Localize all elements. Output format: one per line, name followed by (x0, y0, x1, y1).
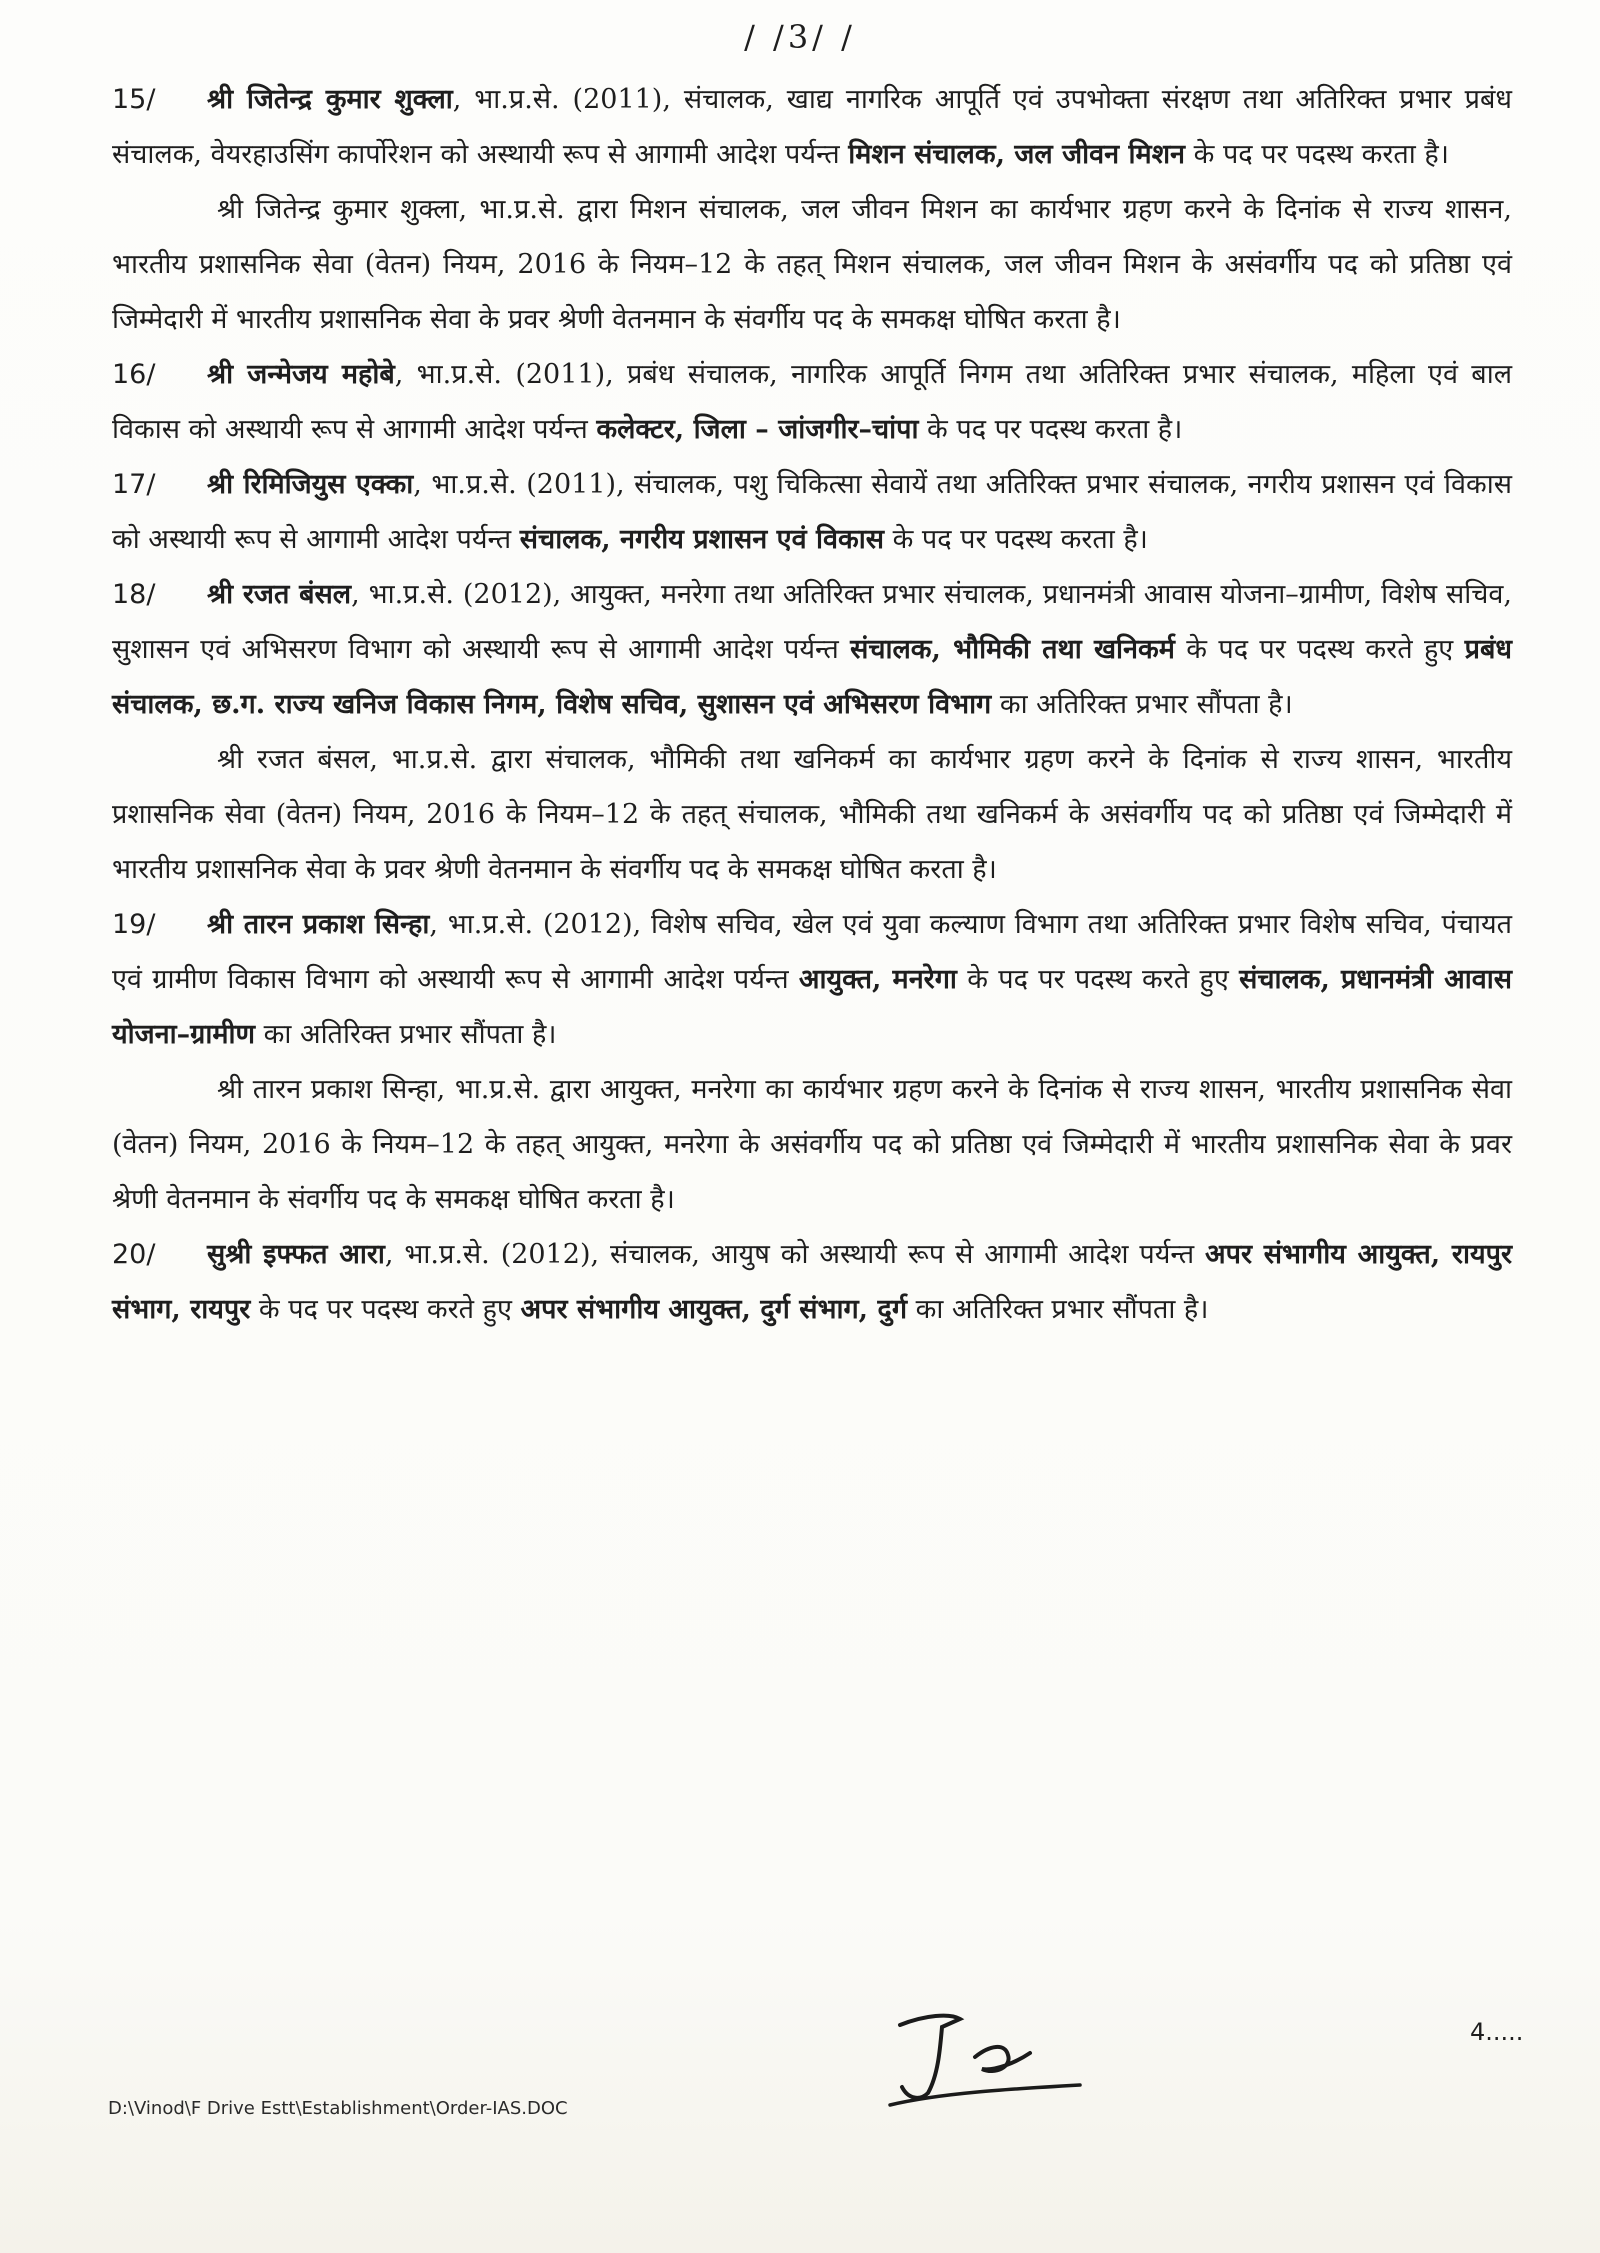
bold-text: संचालक, प्रधानमंत्री आवास योजना–ग्रामीण (112, 964, 1512, 1050)
text-run: के पद पर पदस्थ करता है। (884, 524, 1148, 555)
bold-text: अपर संभागीय आयुक्त, दुर्ग संभाग, दुर्ग (520, 1294, 908, 1325)
page-number: / /3/ / (744, 18, 856, 56)
item-number: 16/ (112, 359, 156, 390)
text-run: के पद पर पदस्थ करता है। (1185, 139, 1449, 170)
order-paragraph (112, 1062, 1512, 1227)
bold-text: श्री जन्मेजय महोबे (207, 359, 395, 390)
bold-text: श्री रजत बंसल (207, 579, 352, 610)
order-item (112, 457, 1512, 567)
bold-text: कलेक्टर, जिला – जांजगीर–चांपा (596, 414, 919, 445)
signature (880, 2005, 1100, 2115)
text-run: के पद पर पदस्थ करते हुए (250, 1294, 521, 1325)
text-run: के पद पर पदस्थ करते हुए (956, 964, 1240, 995)
text-run: का अतिरिक्त प्रभार सौंपता है। (255, 1019, 557, 1050)
bold-text: संचालक, भौमिकी तथा खनिकर्म (850, 634, 1175, 665)
text-run: के पद पर पदस्थ करता है। (918, 414, 1183, 445)
bold-text: सुश्री इफ्फत आरा (207, 1239, 385, 1270)
order-paragraph (112, 732, 1512, 897)
bold-text: आयुक्त, मनरेगा (798, 964, 957, 995)
item-number: 15/ (112, 84, 156, 115)
bold-text: अपर संभागीय आयुक्त, रायपुर संभाग, रायपुर (112, 1239, 1512, 1325)
order-body (112, 72, 1512, 1337)
order-item (112, 347, 1512, 457)
bold-text: श्री रिमिजियुस एक्का (207, 469, 414, 500)
continued-marker: 4..... (1470, 2018, 1524, 2046)
item-number: 17/ (112, 469, 156, 500)
text-run: , भा.प्र.से. (2012), संचालक, आयुष को अस्थायी रूप से आगामी आदेश पर्यन्त (384, 1239, 1206, 1270)
bold-text: श्री जितेन्द्र कुमार शुक्ला (207, 84, 453, 115)
text-run: श्री रजत बंसल, भा.प्र.से. द्वारा संचालक, भौमिकी तथा खनिकर्म का कार्यभार ग्रहण करने के दिनांक से राज्य शासन, भारतीय प्रशासनिक सेवा (वेतन) नियम, 2016 के नियम–12 के तहत् संचालक, भौमिकी तथा खनिकर्म के असंवर्गीय पद को प्रतिष्ठा एवं जिम्मेदारी में भारतीय प्रशासनिक सेवा के प्रवर श्रेणी वेतनमान के संवर्गीय पद के समकक्ष घोषित करता है। (112, 744, 1512, 885)
text-run: , भा.प्र.से. (2012), आयुक्त, मनरेगा तथा अतिरिक्त प्रभार संचालक, प्रधानमंत्री आवास योजना–ग्रामीण, विशेष सचिव, सुशासन एवं अभिसरण विभाग को अस्थायी रूप से आगामी आदेश पर्यन्त (112, 579, 1512, 665)
order-item (112, 72, 1512, 182)
text-run: , भा.प्र.से. (2012), विशेष सचिव, खेल एवं युवा कल्याण विभाग तथा अतिरिक्त प्रभार विशेष सचिव, पंचायत एवं ग्रामीण विकास विभाग को अस्थायी रूप से आगामी आदेश पर्यन्त (112, 909, 1512, 995)
file-path: D:\Vinod\F Drive Estt\Establishment\Order-IAS.DOC (108, 2098, 568, 2119)
bold-text: मिशन संचालक, जल जीवन मिशन (848, 139, 1186, 170)
text-run: श्री जितेन्द्र कुमार शुक्ला, भा.प्र.से. द्वारा मिशन संचालक, जल जीवन मिशन का कार्यभार ग्रहण करने के दिनांक से राज्य शासन, भारतीय प्रशासनिक सेवा (वेतन) नियम, 2016 के नियम–12 के तहत् मिशन संचालक, जल जीवन मिशन के असंवर्गीय पद को प्रतिष्ठा एवं जिम्मेदारी में भारतीय प्रशासनिक सेवा के प्रवर श्रेणी वेतनमान के संवर्गीय पद के समकक्ष घोषित करता है। (112, 194, 1512, 335)
order-item (112, 1227, 1512, 1337)
text-run: , भा.प्र.से. (2011), प्रबंध संचालक, नागरिक आपूर्ति निगम तथा अतिरिक्त प्रभार संचालक, महिला एवं बाल विकास को अस्थायी रूप से आगामी आदेश पर्यन्त (112, 359, 1512, 445)
order-item (112, 567, 1512, 732)
text-run: का अतिरिक्त प्रभार सौंपता है। (907, 1294, 1209, 1325)
text-run: , भा.प्र.से. (2011), संचालक, खाद्य नागरिक आपूर्ति एवं उपभोक्ता संरक्षण तथा अतिरिक्त प्रभार प्रबंध संचालक, वेयरहाउसिंग कार्पोरेशन को अस्थायी रूप से आगामी आदेश पर्यन्त (112, 84, 1512, 170)
item-number: 18/ (112, 579, 156, 610)
order-item (112, 897, 1512, 1062)
item-number: 20/ (112, 1239, 156, 1270)
text-run: , भा.प्र.से. (2011), संचालक, पशु चिकित्सा सेवायें तथा अतिरिक्त प्रभार संचालक, नगरीय प्रशासन एवं विकास को अस्थायी रूप से आगामी आदेश पर्यन्त (112, 469, 1512, 555)
text-run: श्री तारन प्रकाश सिन्हा, भा.प्र.से. द्वारा आयुक्त, मनरेगा का कार्यभार ग्रहण करने के दिनांक से राज्य शासन, भारतीय प्रशासनिक सेवा (वेतन) नियम, 2016 के नियम–12 के तहत् आयुक्त, मनरेगा के असंवर्गीय पद को प्रतिष्ठा एवं जिम्मेदारी में भारतीय प्रशासनिक सेवा के प्रवर श्रेणी वेतनमान के संवर्गीय पद के समकक्ष घोषित करता है। (112, 1074, 1512, 1215)
bold-text: श्री तारन प्रकाश सिन्हा (207, 909, 430, 940)
bold-text: संचालक, नगरीय प्रशासन एवं विकास (519, 524, 884, 555)
item-number: 19/ (112, 909, 156, 940)
bold-text: प्रबंध संचालक, छ.ग. राज्य खनिज विकास निगम, विशेष सचिव, सुशासन एवं अभिसरण विभाग (112, 634, 1512, 720)
text-run: का अतिरिक्त प्रभार सौंपता है। (991, 689, 1293, 720)
text-run: के पद पर पदस्थ करते हुए (1174, 634, 1465, 665)
order-paragraph (112, 182, 1512, 347)
